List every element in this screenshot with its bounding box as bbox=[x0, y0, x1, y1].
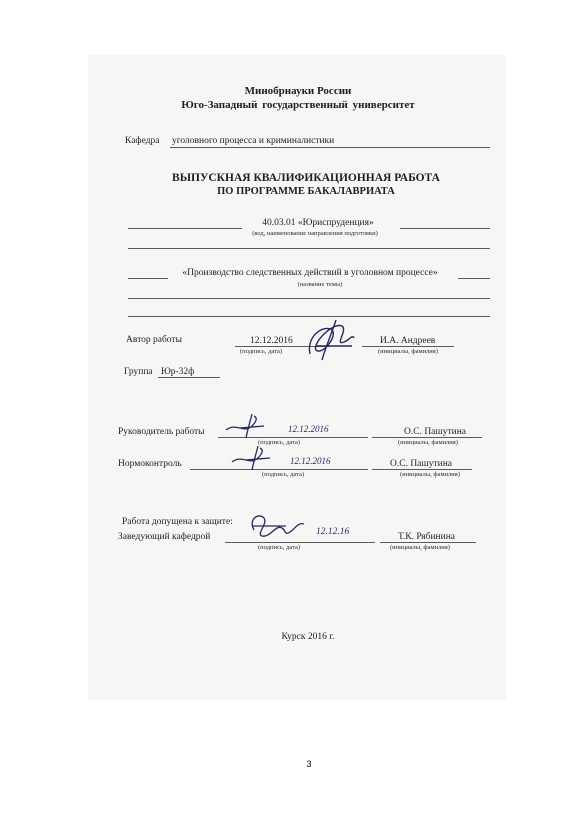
topic-value: «Производство следственных действий в уголовном процессе» bbox=[182, 268, 438, 278]
head-signature bbox=[246, 508, 310, 544]
author-label: Автор работы bbox=[126, 335, 182, 345]
program-caption: (код, наименование направления подготовки) bbox=[252, 230, 378, 237]
normcontrol-label: Нормоконтроль bbox=[118, 459, 182, 469]
author-name: И.А. Андреев bbox=[380, 336, 436, 346]
group-value: Юр-32ф bbox=[161, 367, 195, 377]
department-label: Кафедра bbox=[125, 136, 160, 146]
admitted-to-defense: Работа допущена к защите: bbox=[122, 517, 233, 527]
topic-underline-left bbox=[128, 278, 168, 279]
program-value: 40.03.01 «Юриспруденция» bbox=[262, 218, 374, 228]
normcontrol-name-line bbox=[372, 469, 472, 470]
supervisor-name: О.С. Пашутина bbox=[404, 427, 467, 437]
topic-underline-right bbox=[458, 278, 490, 279]
head-name-caption: (инициалы, фамилия) bbox=[390, 544, 450, 551]
work-subtitle: ПО ПРОГРАММЕ БАКАЛАВРИАТА bbox=[217, 186, 395, 197]
author-signature bbox=[302, 316, 358, 366]
department-underline bbox=[170, 147, 490, 148]
program-blank-line bbox=[128, 248, 490, 249]
supervisor-name-caption: (инициалы, фамилия) bbox=[398, 439, 458, 446]
normcontrol-sign-line bbox=[190, 469, 368, 470]
page-number: 3 bbox=[306, 759, 312, 769]
head-name-line bbox=[380, 542, 476, 543]
normcontrol-sign-caption: (подпись, дата) bbox=[262, 471, 305, 478]
program-underline-left bbox=[128, 228, 242, 229]
normcontrol-date: 12.12.2016 bbox=[290, 456, 331, 466]
program-underline-right bbox=[400, 228, 490, 229]
supervisor-label: Руководитель работы bbox=[118, 427, 205, 437]
university-name: Юго-Западный государственный университет bbox=[181, 99, 415, 111]
work-title: ВЫПУСКНАЯ КВАЛИФИКАЦИОННАЯ РАБОТА bbox=[172, 172, 440, 184]
head-of-department-label: Заведующий кафедрой bbox=[118, 532, 211, 542]
normcontrol-name-caption: (инициалы, фамилия) bbox=[400, 471, 460, 478]
head-date: 12.12.16 bbox=[316, 527, 350, 537]
head-sign-caption: (подпись, дата) bbox=[258, 544, 301, 551]
author-sign-caption: (подпись, дата) bbox=[240, 348, 283, 355]
group-underline bbox=[158, 377, 220, 378]
head-name: Т.К. Рябинина bbox=[398, 532, 455, 542]
ministry-name: Минобрнауки России bbox=[244, 85, 352, 97]
normcontrol-signature bbox=[228, 444, 274, 474]
author-date: 12.12.2016 bbox=[250, 336, 293, 346]
department-value: уголовного процесса и криминалистики bbox=[172, 136, 335, 146]
topic-blank-line-1 bbox=[128, 298, 490, 299]
supervisor-date: 12.12.2016 bbox=[288, 424, 329, 434]
city-year: Курск 2016 г. bbox=[281, 632, 335, 642]
supervisor-signature bbox=[222, 412, 268, 442]
normcontrol-name: О.С. Пашутина bbox=[390, 459, 453, 469]
group-label: Группа bbox=[124, 367, 153, 377]
supervisor-sign-caption: (подпись, дата) bbox=[258, 439, 301, 446]
topic-caption: (название темы) bbox=[297, 281, 343, 288]
author-name-caption: (инициалы, фамилия) bbox=[378, 348, 438, 355]
supervisor-name-line bbox=[372, 437, 482, 438]
